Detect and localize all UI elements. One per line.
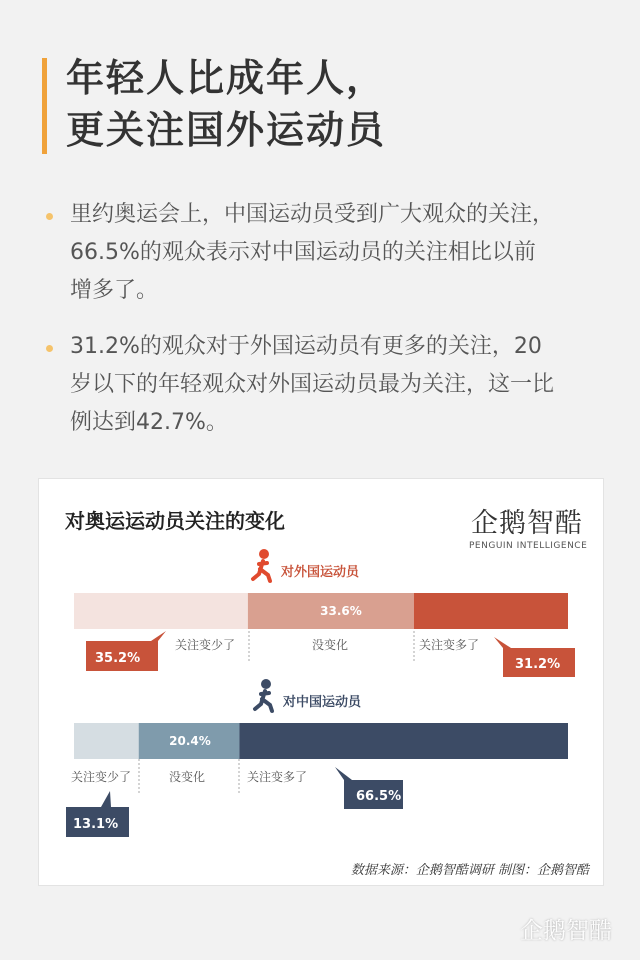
runner-red-icon [253, 549, 270, 581]
bullet-1-line-3: 增多了。 [70, 278, 159, 303]
bullet-2-line-2: 岁以下的年轻观众对外国运动员最为关注，这一比 [70, 372, 555, 397]
china-less-callout [66, 791, 129, 837]
logo-subtitle: PENGUIN INTELLIGENCE [469, 541, 588, 551]
foreign-same-label: 没变化 [312, 638, 349, 652]
bullet-paragraph-2 [70, 328, 610, 442]
chart-card [38, 478, 604, 886]
china-same-value: 20.4% [169, 734, 211, 748]
bullet-2-line-3: 例达到42.7%。 [70, 410, 228, 435]
bar-segment-china-0 [74, 723, 139, 759]
foreign-less-label: 关注变少了 [175, 638, 236, 652]
foreign-same-value: 33.6% [320, 604, 362, 618]
chart-title: 对奥运运动员关注的变化 [65, 509, 285, 533]
title-accent-bar [42, 58, 47, 154]
bullet-1-line-2: 66.5%的观众表示对中国运动员的关注相比以前 [70, 240, 536, 265]
foreign-less-value: 35.2% [95, 651, 141, 666]
china-less-value: 13.1% [73, 817, 119, 832]
stacked-bar-chart [39, 479, 603, 885]
series-label-china: 对中国运动员 [283, 695, 362, 710]
foreign-more-value: 31.2% [515, 657, 561, 672]
bar-segment-china-2 [239, 723, 568, 759]
bar-segment-foreign-0 [74, 593, 248, 629]
bullet-paragraph-1 [70, 196, 610, 310]
logo: 企鹅智酷 [471, 508, 583, 539]
bullet-2-line-1: 31.2%的观众对于外国运动员有更多的关注，20 [70, 334, 542, 359]
bullet-dot-icon [46, 345, 53, 352]
china-more-label: 关注变多了 [247, 770, 308, 784]
china-more-value: 66.5% [356, 789, 402, 804]
foreign-more-label: 关注变多了 [419, 638, 480, 652]
china-less-label: 关注变少了 [71, 770, 132, 784]
bar-segment-foreign-2 [414, 593, 568, 629]
series-label-foreign: 对外国运动员 [281, 565, 360, 580]
watermark-logo: 企鹅智酷 [520, 918, 612, 944]
page-title [66, 52, 386, 156]
bullet-1-line-1: 里约奥运会上，中国运动员受到广大观众的关注， [70, 202, 555, 227]
runner-dark-icon [255, 679, 272, 711]
china-more-callout [335, 767, 403, 809]
title-line-1: 年轻人比成年人， [66, 56, 387, 100]
data-source-note: 数据来源：企鹅智酷调研 制图：企鹅智酷 [350, 863, 589, 878]
foreign-less-callout [86, 631, 166, 671]
title-line-2: 更关注国外运动员 [66, 108, 387, 152]
foreign-more-callout [494, 637, 575, 677]
bullet-dot-icon [46, 213, 53, 220]
china-same-label: 没变化 [169, 770, 206, 784]
